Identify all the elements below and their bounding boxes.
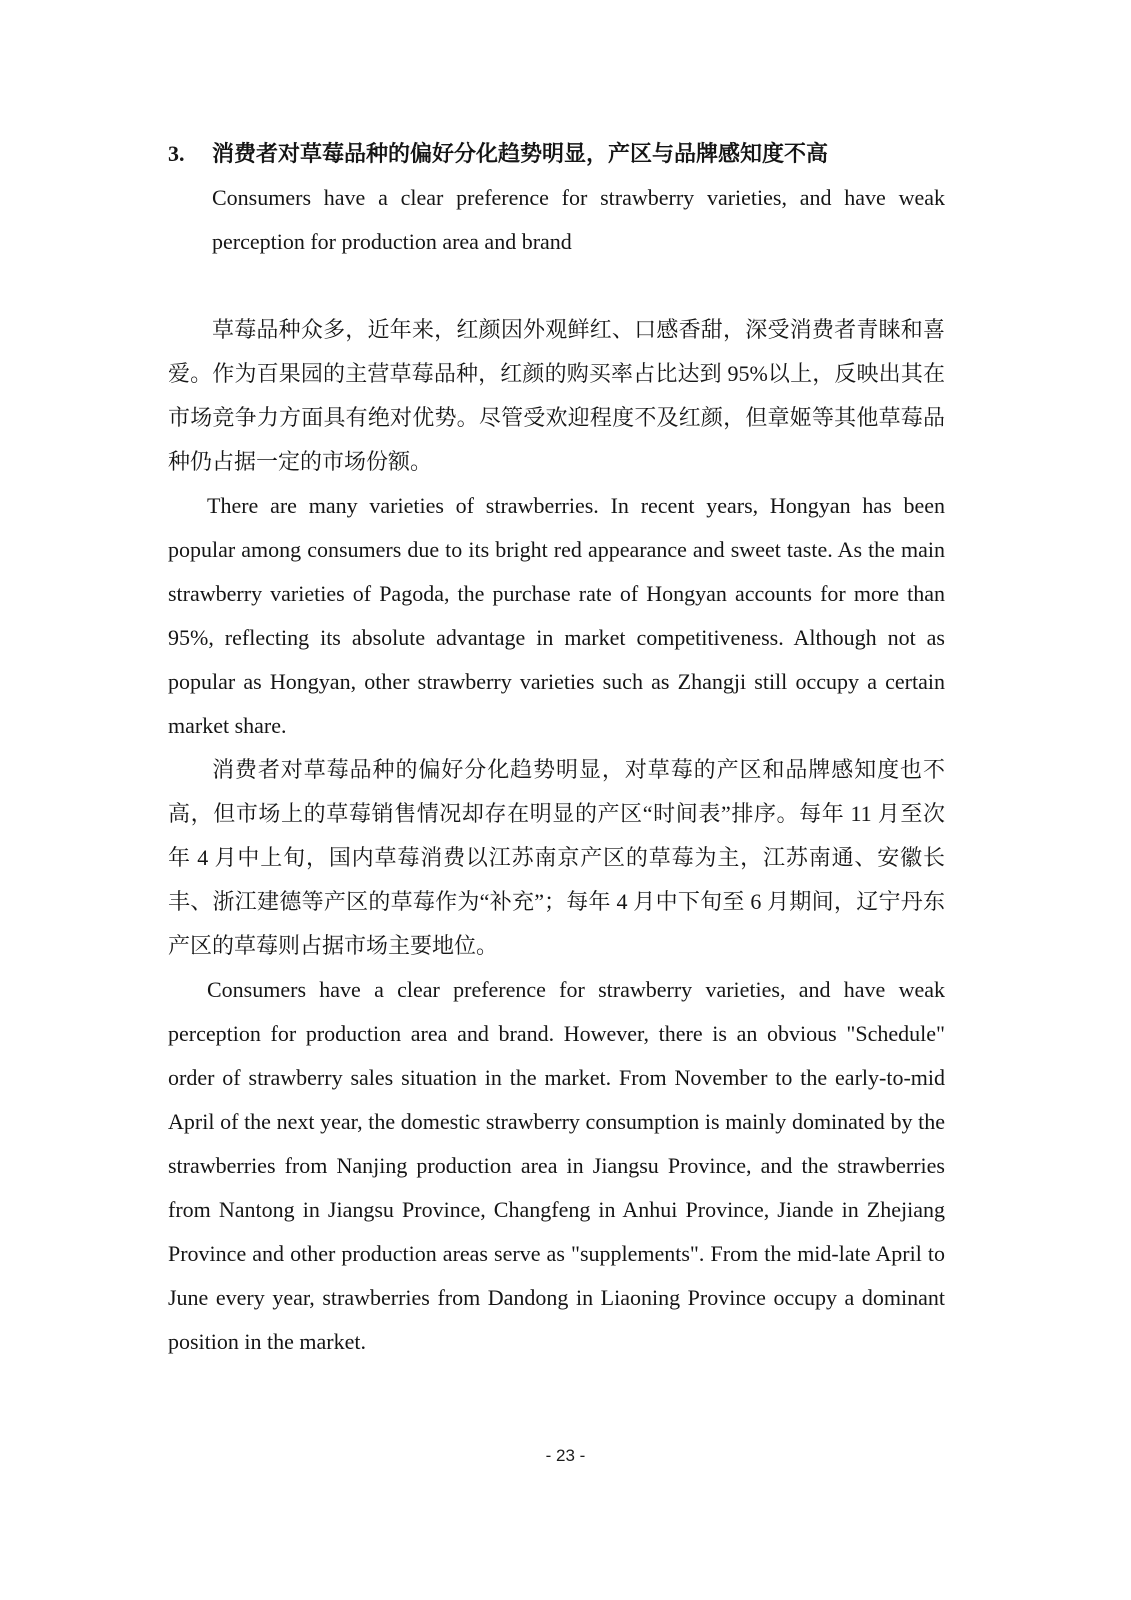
body-paragraphs — [168, 308, 945, 1364]
section-number: 3. — [168, 141, 185, 166]
page-number-footer: - 23 - — [545, 1446, 586, 1465]
spacer — [168, 264, 945, 308]
paragraph-3-zh: 消费者对草莓品种的偏好分化趋势明显，对草莓的产区和品牌感知度也不高，但市场上的草莓销售情况却存在明显的产区“时间表”排序。每年 11 月至次年 4 月中上旬，国内草莓消费以江苏南京产区的草莓为主，江苏南通、安徽长丰、浙江建德等产区的草莓作为“补充”；每年 4 月中下旬至 6 月期间，辽宁丹东产区的草莓则占据市场主要地位。 — [168, 757, 945, 958]
paragraph-4-en: Consumers have a clear preference for strawberry varieties, and have weak perception for production area and brand. However, there is an obvious "Schedule" order of strawberry sales situation in the market. From November to the early-to-mid April of the next year, the domestic strawberry consumption is mainly dominated by the strawberries from Nanjing production area in Jiangsu Province, and the strawberries from Nantong in Jiangsu Province, Changfeng in Anhui Province, Jiande in Zhejiang Province and other production areas serve as "supplements". From the mid-late April to June every year, strawberries from Dandong in Liaoning Province occupy a dominant position in the market. — [168, 977, 945, 1354]
paragraph-1-zh: 草莓品种众多，近年来，红颜因外观鲜红、口感香甜，深受消费者青睐和喜爱。作为百果园的主营草莓品种，红颜的购买率占比达到 95%以上，反映出其在市场竞争力方面具有绝对优势。尽管受欢迎程度不及红颜，但章姬等其他草莓品种仍占据一定的市场份额。 — [168, 317, 945, 474]
paragraph-2-en: There are many varieties of strawberries. In recent years, Hongyan has been popular among consumers due to its bright red appearance and sweet taste. As the main strawberry varieties of Pagoda, the purchase rate of Hongyan accounts for more than 95%, reflecting its absolute advantage in market competitiveness. Although not as popular as Hongyan, other strawberry varieties such as Zhangji still occupy a certain market share. — [168, 493, 945, 738]
section-subtitle-en: Consumers have a clear preference for strawberry varieties, and have weak perception for production area and brand — [212, 185, 945, 254]
section-title-zh: 消费者对草莓品种的偏好分化趋势明显，产区与品牌感知度不高 — [212, 141, 829, 166]
page-content — [168, 132, 945, 1364]
section-heading — [168, 132, 945, 176]
